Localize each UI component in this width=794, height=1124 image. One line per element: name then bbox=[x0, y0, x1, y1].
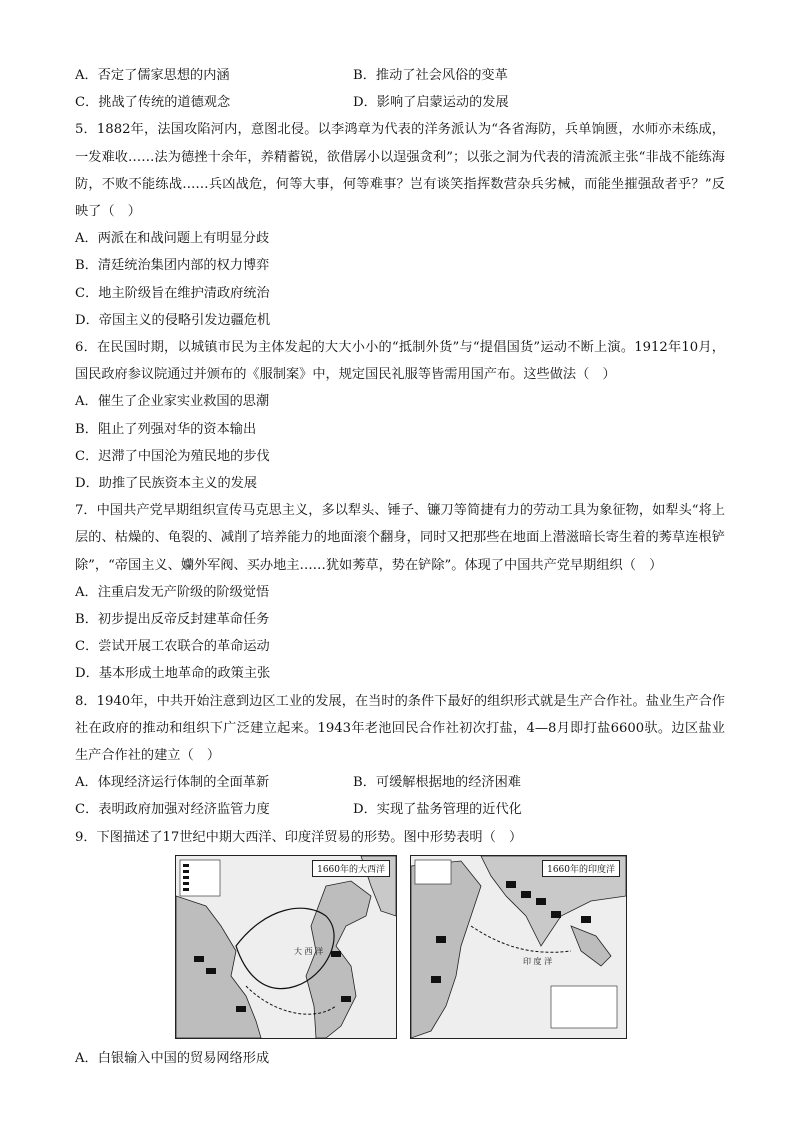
q6-option-c[interactable]: C．迟滞了中国沦为殖民地的步伐 bbox=[75, 448, 270, 464]
q5-option-d[interactable]: D．帝国主义的侵略引发边疆危机 bbox=[75, 312, 271, 328]
q8-option-b[interactable]: B．可缓解根据地的经济困难 bbox=[353, 775, 521, 791]
q4-option-c[interactable]: C．挑战了传统的道德观念 bbox=[75, 95, 231, 111]
q6-option-b[interactable]: B．阻止了列强对华的资本输出 bbox=[75, 421, 257, 437]
q7-option-c[interactable]: C．尝试开展工农联合的革命运动 bbox=[75, 639, 270, 655]
atlantic-ocean-label: 大 西 洋 bbox=[294, 946, 324, 956]
q7-stem: 7．中国共产党早期组织宣传马克思主义，多以犁头、锤子、镰刀等简捷有力的劳动工具为象征物，如犁头“将上层的、枯燥的、龟裂的、减削了培养能力的地面滚个翻身，同时又把那些在地面上潜滋暗长寄生着的莠草连根铲除”，“帝国主义、孏外军阀、买办地主……犹如莠草，势在铲除”。体现了中国共产党早期组织（ ） bbox=[75, 503, 725, 573]
q8-option-c[interactable]: C．表明政府加强对经济监管力度 bbox=[75, 802, 270, 818]
q8-stem: 8．1940年，中共开始注意到边区工业的发展，在当时的条件下最好的组织形式就是生产合作社。盐业生产合作社在政府的推动和组织下广泛建立起来。1943年老池回民合作社初次打盐，4—8月即打盐6600驮。边区盐业生产合作社的建立（ ） bbox=[75, 693, 725, 764]
q4-option-d[interactable]: D．影响了启蒙运动的发展 bbox=[353, 95, 509, 111]
q7-option-d[interactable]: D．基本形成土地革命的政策主张 bbox=[75, 666, 271, 682]
q8-options-row-2 bbox=[75, 796, 725, 823]
q9-stem: 9．下图描述了17世纪中期大西洋、印度洋贸易的形势。图中形势表明（ ） bbox=[75, 829, 523, 845]
atlantic-map-title: 1660年的大西洋 bbox=[312, 860, 390, 877]
q4-options-row-1 bbox=[75, 62, 725, 89]
atlantic-map-1660 bbox=[175, 855, 397, 1039]
q8-options-row-1 bbox=[75, 769, 725, 796]
q8-option-a[interactable]: A．体现经济运行体制的全面革新 bbox=[75, 775, 270, 791]
indian-ocean-map-drawing bbox=[411, 856, 626, 1038]
q4-option-b[interactable]: B．推动了社会风俗的变革 bbox=[353, 68, 508, 83]
q9-maps bbox=[75, 855, 725, 1045]
q6-stem: 6．在民国时期，以城镇市民为主体发起的大大小小的“抵制外货”与“提倡国货”运动不断上演。1912年10月，国民政府参议院通过并颁布的《服制案》中，规定国民礼服等皆需用国产布。这些做法（ ） bbox=[75, 340, 725, 383]
q4-option-a[interactable]: A．否定了儒家思想的内涵 bbox=[75, 68, 230, 83]
q5-option-c[interactable]: C．地主阶级旨在维护清政府统治 bbox=[75, 285, 270, 301]
q6-option-a[interactable]: A．催生了企业家实业救国的思潮 bbox=[75, 394, 270, 410]
q9-option-a[interactable]: A．白银输入中国的贸易网络形成 bbox=[75, 1050, 270, 1066]
q6-option-d[interactable]: D．助推了民族资本主义的发展 bbox=[75, 476, 258, 492]
atlantic-map-drawing bbox=[176, 856, 396, 1038]
indian-ocean-map-1660 bbox=[410, 855, 627, 1039]
q7-option-b[interactable]: B．初步提出反帝反封建革命任务 bbox=[75, 612, 270, 628]
exam-page bbox=[75, 62, 725, 1072]
q5-stem: 5．1882年，法国攻陷河内，意图北侵。以李鸿章为代表的洋务派认为“各省海防，兵单饷匮，水师亦未练成，一发难收……法为德挫十余年，养精蓄锐，欲借孱小以逞强贪利”；以张之洞为代表的清流派主张“非战不能练海防，不败不能练战……兵凶战危，何等大事，何等难事？岂有谈笑指挥数营杂兵劣械，而能坐摧强敌者乎？”反映了（ ） bbox=[75, 122, 725, 220]
q4-options-row-2 bbox=[75, 89, 725, 116]
q7-option-a[interactable]: A．注重启发无产阶级的阶级觉悟 bbox=[75, 584, 270, 600]
q8-option-d[interactable]: D．实现了盐务管理的近代化 bbox=[353, 802, 522, 818]
indian-ocean-label: 印 度 洋 bbox=[523, 956, 553, 966]
indian-ocean-map-title: 1660年的印度洋 bbox=[542, 860, 620, 877]
q5-option-a[interactable]: A．两派在和战问题上有明显分歧 bbox=[75, 231, 270, 247]
q5-option-b[interactable]: B．清廷统治集团内部的权力博弈 bbox=[75, 258, 270, 274]
